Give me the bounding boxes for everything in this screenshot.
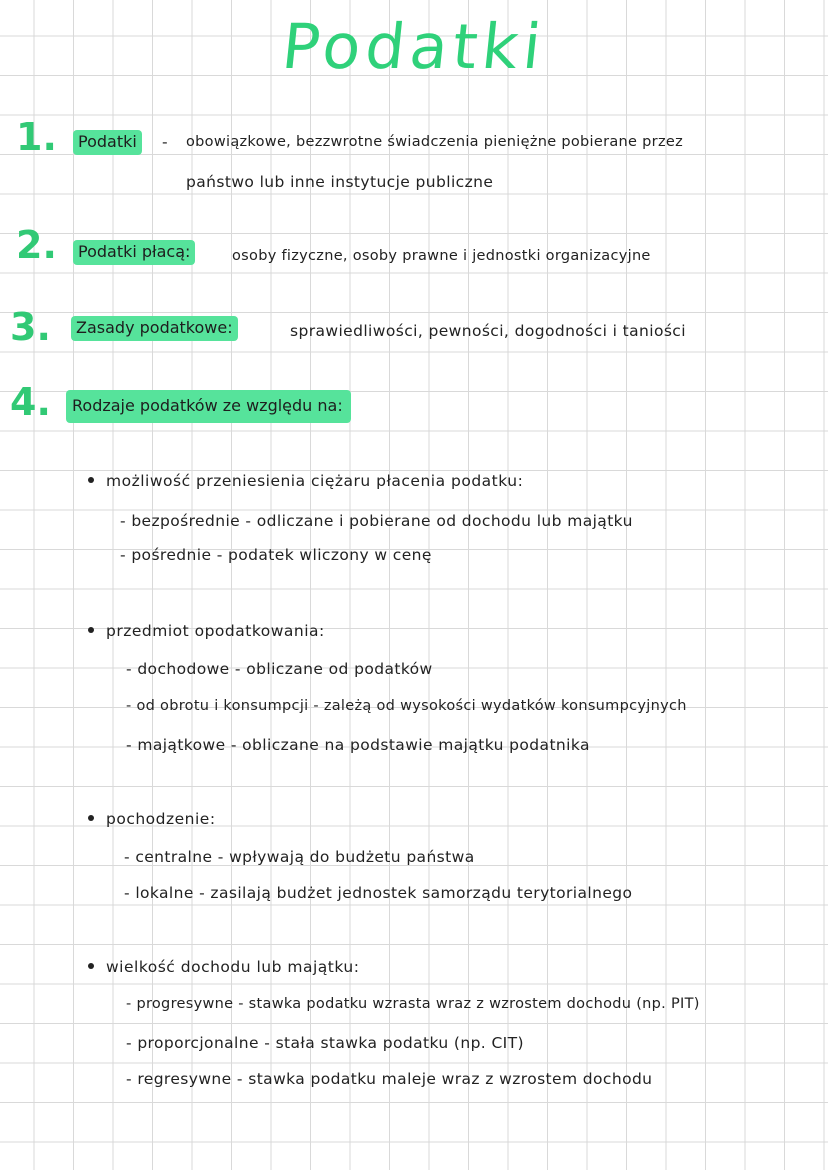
- group-3-heading: pochodzenie:: [88, 810, 216, 828]
- item-3-number: 3.: [10, 305, 51, 349]
- item-2-number: 2.: [16, 223, 57, 267]
- group-1-entry: - bezpośrednie - odliczane i pobierane od dochodu lub majątku: [120, 512, 633, 530]
- item-1-definition-line1: obowiązkowe, bezzwrotne świadczenia pieniężne pobierane przez: [186, 134, 683, 150]
- group-4-entry: - proporcjonalne - stała stawka podatku (np. CIT): [126, 1034, 524, 1052]
- item-3-label: Zasady podatkowe:: [71, 316, 238, 341]
- bullet-icon: [88, 477, 94, 483]
- item-4-number: 4.: [10, 380, 51, 424]
- group-2-heading: przedmiot opodatkowania:: [88, 622, 325, 640]
- item-1-label: Podatki: [73, 130, 142, 155]
- item-1-definition-line2: państwo lub inne instytucje publiczne: [186, 173, 494, 191]
- group-1-heading: możliwość przeniesienia ciężaru płacenia podatku:: [88, 472, 523, 490]
- group-2-entry: - majątkowe - obliczane na podstawie majątku podatnika: [126, 736, 590, 754]
- group-1-entry: - pośrednie - podatek wliczony w cenę: [120, 546, 432, 564]
- group-4-entry: - regresywne - stawka podatku maleje wraz z wzrostem dochodu: [126, 1070, 653, 1088]
- group-2-entry: - od obrotu i konsumpcji - zależą od wysokości wydatków konsumpcyjnych: [126, 698, 687, 714]
- item-4-label: Rodzaje podatków ze względu na:: [66, 390, 351, 423]
- bullet-icon: [88, 963, 94, 969]
- bullet-icon: [88, 815, 94, 821]
- page-title: Podatki: [278, 10, 550, 83]
- group-3-entry: - lokalne - zasilają budżet jednostek samorządu terytorialnego: [124, 884, 633, 902]
- item-1-number: 1.: [16, 115, 57, 159]
- item-2-label: Podatki płacą:: [73, 240, 195, 265]
- item-3-text: sprawiedliwości, pewności, dogodności i taniości: [290, 322, 686, 340]
- group-2-entry: - dochodowe - obliczane od podatków: [126, 660, 433, 678]
- group-3-entry: - centralne - wpływają do budżetu państwa: [124, 848, 475, 866]
- group-4-heading: wielkość dochodu lub majątku:: [88, 958, 359, 976]
- item-2-text: osoby fizyczne, osoby prawne i jednostki organizacyjne: [232, 248, 651, 264]
- bullet-icon: [88, 627, 94, 633]
- group-4-entry: - progresywne - stawka podatku wzrasta wraz z wzrostem dochodu (np. PIT): [126, 996, 700, 1012]
- item-1-dash: -: [162, 133, 168, 151]
